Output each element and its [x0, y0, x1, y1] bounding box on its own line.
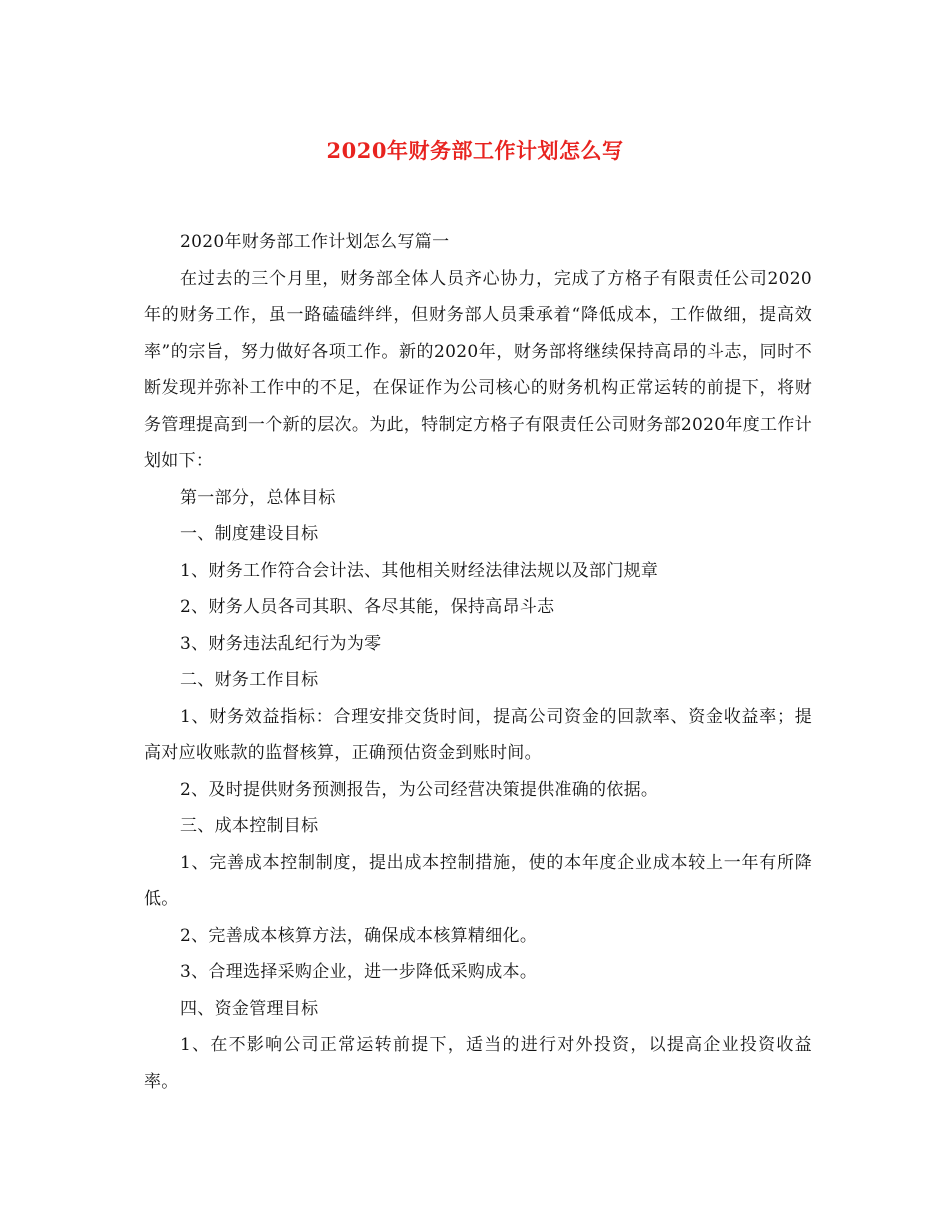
list-item: 1、财务工作符合会计法、其他相关财经法律法规以及部门规章: [180, 560, 659, 581]
list-item: 3、合理选择采购企业，进一步降低采购成本。: [180, 962, 538, 982]
subsection-heading: 二、财务工作目标: [180, 670, 319, 690]
subsection-heading: 三、成本控制目标: [180, 816, 319, 836]
subsection-heading: 一、制度建设目标: [180, 524, 319, 544]
list-item: 1、财务效益指标：合理安排交货时间，提高公司资金的回款率、资金收益率；提高对应收账款的监督核算，正确预估资金到账时间。: [144, 706, 812, 763]
intro-paragraph: 在过去的三个月里，财务部全体人员齐心协力，完成了方格子有限责任公司2020年的财务工作，虽一路磕磕绊绊，但财务部人员秉承着“降低成本，工作做细，提高效率”的宗旨，努力做好各项工作。新的2020年，财务部将继续保持高昂的斗志，同时不断发现并弥补工作中的不足，在保证作为公司核心的财务机构正常运转的前提下，将财务管理提高到一个新的层次。为此，特制定方格子有限责任公司财务部2020年度工作计划如下：: [144, 268, 812, 471]
list-item: 2、财务人员各司其职、各尽其能，保持高昂斗志: [180, 597, 555, 617]
part-heading: 第一部分，总体目标: [180, 487, 336, 508]
subsection-heading: 四、资金管理目标: [180, 998, 319, 1019]
document-body: [144, 224, 812, 1100]
list-item: 3、财务违法乱纪行为为零: [180, 633, 382, 654]
document-title: 2020年财务部工作计划怎么写: [326, 138, 624, 163]
list-item: 1、在不影响公司正常运转前提下，适当的进行对外投资，以提高企业投资收益率。: [144, 1035, 812, 1092]
list-item: 1、完善成本控制制度，提出成本控制措施，使的本年度企业成本较上一年有所降低。: [144, 852, 812, 909]
list-item: 2、完善成本核算方法，确保成本核算精细化。: [180, 925, 538, 946]
list-item: 2、及时提供财务预测报告，为公司经营决策提供准确的依据。: [180, 779, 659, 800]
section-heading: 2020年财务部工作计划怎么写篇一: [180, 232, 450, 252]
